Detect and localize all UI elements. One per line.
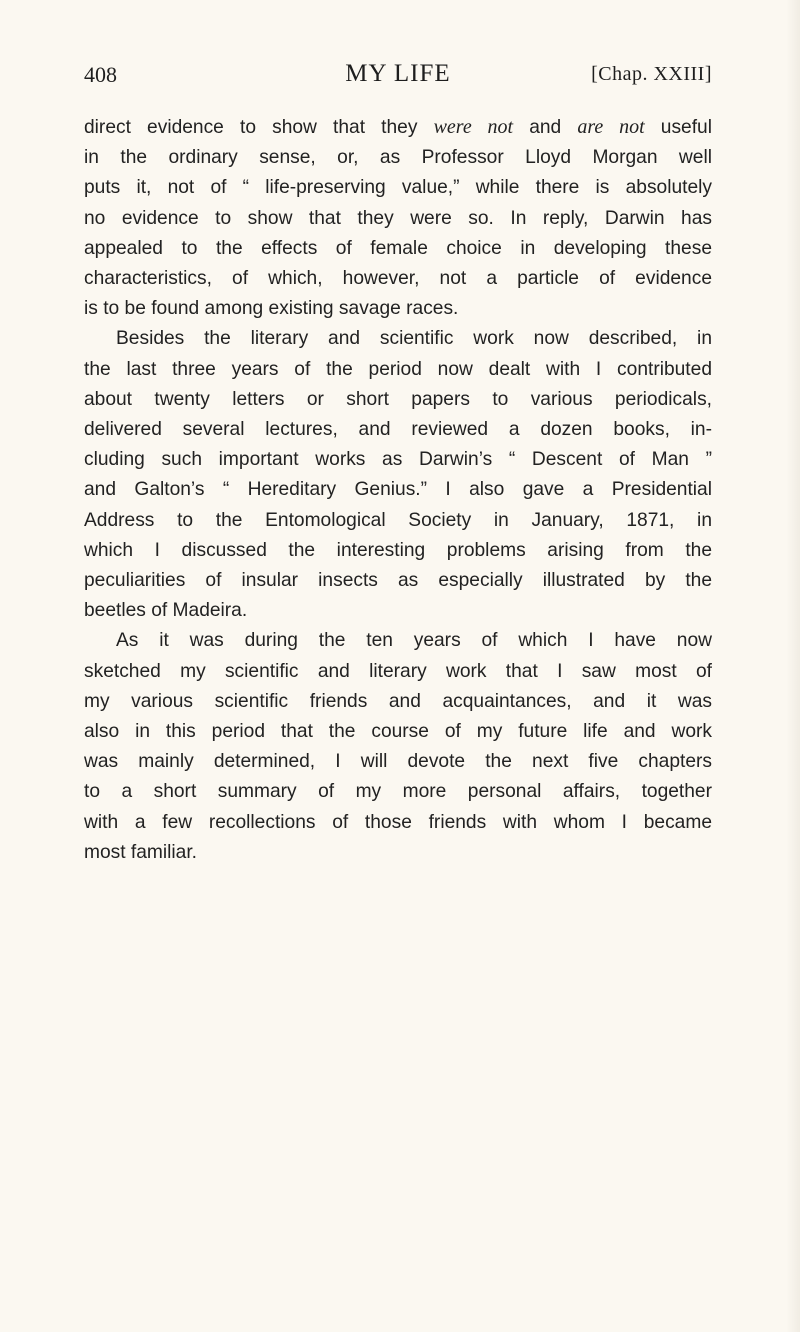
italic-phrase: are not (577, 116, 645, 138)
text-line: to a short summary of my more personal affairs, together (84, 781, 712, 803)
text-line: my various scientific friends and acquaintances, and it was (84, 690, 712, 712)
text-line: with a few recollections of those friends with whom I became (84, 811, 712, 833)
text-line: in the ordinary sense, or, as Professor Lloyd Morgan well (84, 147, 712, 169)
text-line: Address to the Entomological Society in January, 1871, in (84, 509, 712, 531)
running-header (84, 62, 712, 92)
text-line: peculiarities of insular insects as especially illustrated by the (84, 570, 712, 592)
chapter-reference: [Chap. XXIII] (591, 63, 712, 85)
italic-phrase: were not (433, 116, 514, 138)
text-line: most familiar. (84, 841, 198, 863)
text-line: no evidence to show that they were so. In reply, Darwin has (84, 207, 712, 229)
running-title: MY LIFE (345, 60, 451, 87)
text-line: sketched my scientific and literary work that I saw most of (84, 660, 712, 682)
text-line: puts it, not of “ life-preserving value,” while there is absolutely (84, 177, 712, 199)
page-number: 408 (84, 62, 117, 87)
text-line: about twenty letters or short papers to various periodicals, (84, 388, 712, 410)
text-line: direct evidence to show that they were not and are not useful (84, 116, 712, 138)
page-edge-shadow (786, 0, 800, 1332)
text-line: cluding such important works as Darwin’s “ Descent of Man ” (84, 449, 712, 471)
text-line: was mainly determined, I will devote the next five chapters (84, 751, 712, 773)
text-line: beetles of Madeira. (84, 600, 248, 622)
text-line: which I discussed the interesting problems arising from the (84, 539, 712, 561)
text-line: appealed to the effects of female choice in developing these (84, 237, 712, 259)
text-line: characteristics, of which, however, not a particle of evidence (84, 268, 712, 290)
text-line: and Galton’s “ Hereditary Genius.” I also gave a Presidential (84, 479, 712, 501)
paragraph-start-line: Besides the literary and scientific work now described, in (116, 328, 712, 350)
text-line: the last three years of the period now dealt with I contributed (84, 358, 712, 380)
paragraph-start-line: As it was during the ten years of which I have now (116, 630, 712, 652)
text-line: delivered several lectures, and reviewed a dozen books, in- (84, 419, 712, 441)
body-text (84, 112, 712, 868)
text-line: is to be found among existing savage races. (84, 298, 459, 320)
text-line: also in this period that the course of my future life and work (84, 721, 712, 743)
